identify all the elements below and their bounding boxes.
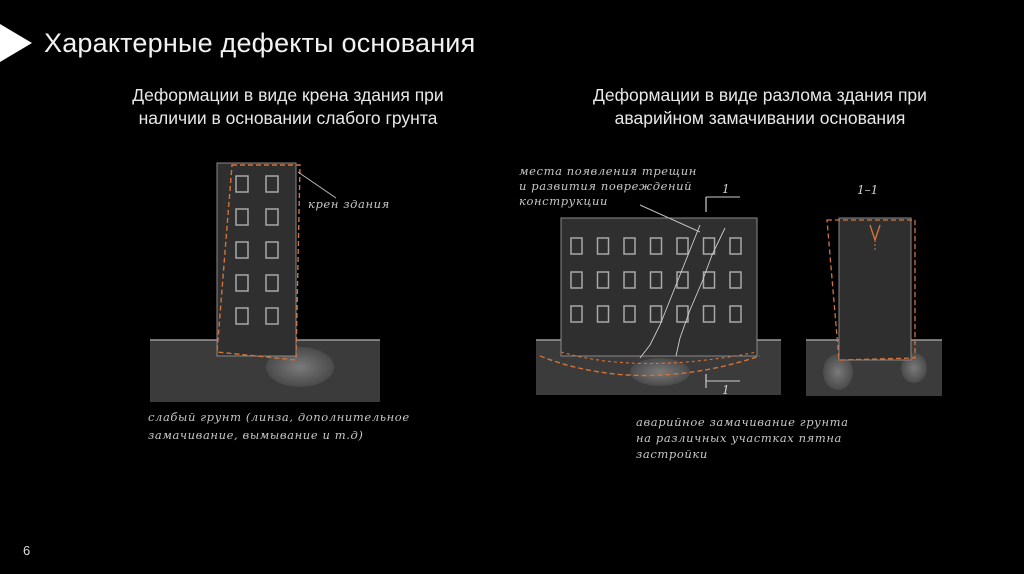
label-cracks-3: конструкции [519,194,609,208]
right-subtitle-line2: аварийном замачивании основания [614,108,906,128]
right-diagram [519,164,849,461]
label-cracks-1: места появления трещин [519,164,697,178]
page-title: Характерные дефекты основания [44,28,476,58]
section-mark-bottom: 1 [722,383,730,397]
left-subtitle-line1: Деформации в виде крена здания при [132,85,444,105]
section-title: 1–1 [857,183,879,197]
label-tilt: крен здания [308,197,390,211]
label-wetting-1: аварийное замачивание грунта [636,415,849,429]
label-weak-soil-2: замачивание, вымывание и т.д) [148,428,364,442]
tilt-leader [298,172,336,198]
left-building [217,163,296,356]
slide-number: 6 [23,543,31,558]
left-subtitle-line2: наличии в основании слабого грунта [138,108,438,128]
section-mark-top: 1 [722,182,730,196]
label-wetting-3: застройки [636,447,708,461]
label-weak-soil-1: слабый грунт (линза, дополнительное [148,410,410,424]
section-diagram [806,183,942,396]
left-diagram [148,163,410,442]
right-subtitle-line1: Деформации в виде разлома здания при [593,85,927,105]
label-wetting-2: на различных участках пятна [636,431,842,445]
label-cracks-2: и развития повреждений [519,179,693,193]
